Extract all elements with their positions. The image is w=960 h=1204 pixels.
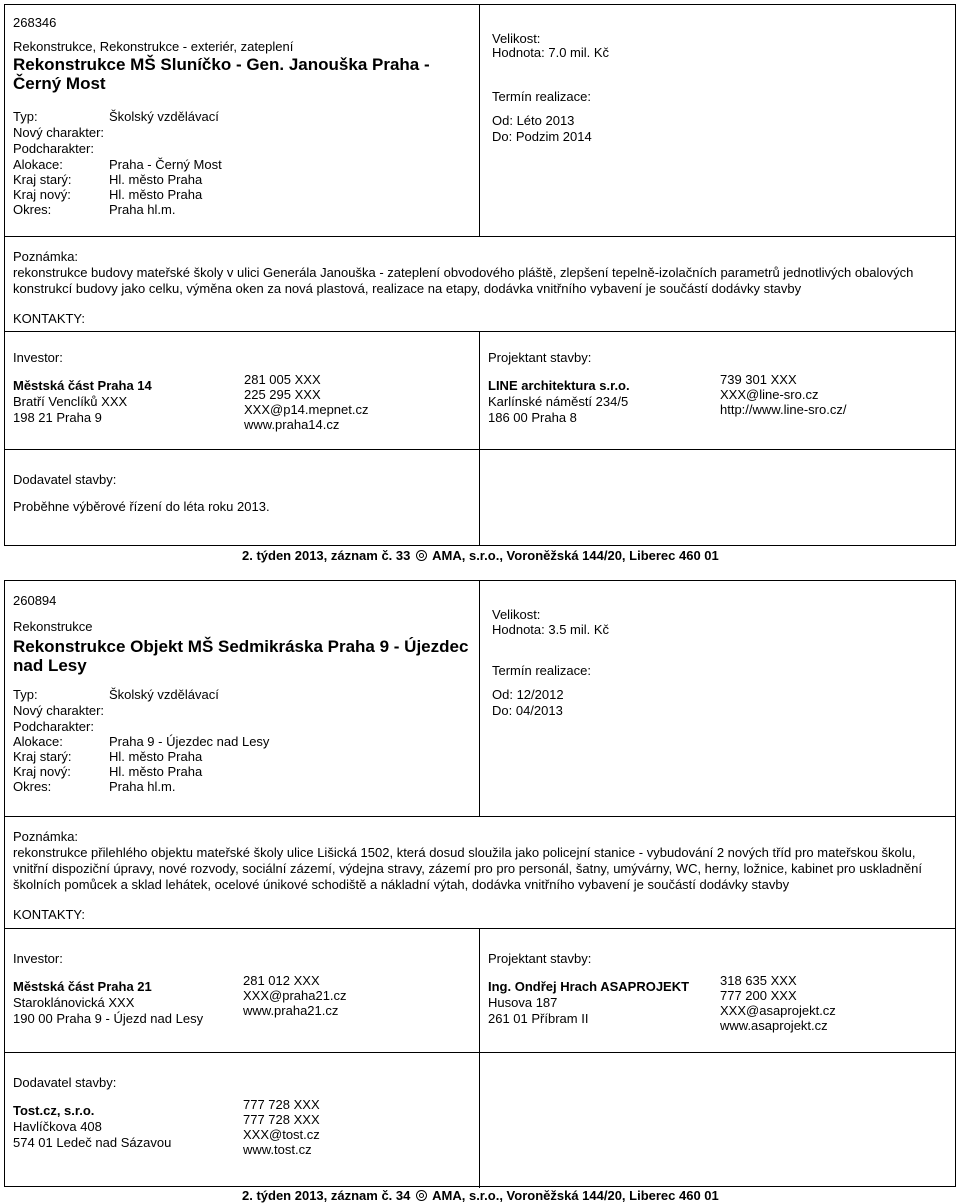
record-category: Rekonstrukce xyxy=(13,619,93,634)
termin-od: Od: 12/2012 xyxy=(492,687,564,702)
contacts-row xyxy=(5,929,955,1053)
record-header xyxy=(5,581,955,817)
investor-label: Investor: xyxy=(13,350,63,365)
kraj-stary-value: Hl. město Praha xyxy=(109,749,203,764)
investor-email[interactable]: XXX@praha21.cz xyxy=(243,988,347,1003)
alokace-value: Praha - Černý Most xyxy=(109,157,222,172)
typ-value: Školský vzdělávací xyxy=(109,109,219,124)
investor-phone2: 225 295 XXX xyxy=(244,387,321,402)
okres-label: Okres: xyxy=(13,779,52,794)
copyright-icon xyxy=(416,1190,427,1201)
investor-addr1: Staroklánovická XXX xyxy=(13,995,135,1010)
poznamka-row xyxy=(5,237,955,332)
typ-label: Typ: xyxy=(13,687,38,702)
termin-label: Termín realizace: xyxy=(492,89,591,104)
dodavatel-row xyxy=(5,1053,955,1188)
projektant-addr1: Husova 187 xyxy=(488,995,558,1010)
dodavatel-email[interactable]: XXX@tost.cz xyxy=(243,1127,320,1142)
investor-name: Městská část Praha 21 xyxy=(13,979,152,994)
investor-phone: 281 012 XXX xyxy=(243,973,320,988)
okres-value: Praha hl.m. xyxy=(109,779,176,794)
typ-value: Školský vzdělávací xyxy=(109,687,219,702)
projektant-label: Projektant stavby: xyxy=(488,951,592,966)
projektant-email[interactable]: XXX@asaprojekt.cz xyxy=(720,1003,836,1018)
projektant-addr2: 186 00 Praha 8 xyxy=(488,410,577,425)
investor-name: Městská část Praha 14 xyxy=(13,378,152,393)
footer-record-number: 2. týden 2013, záznam č. 33 xyxy=(242,548,411,563)
investor-web[interactable]: www.praha21.cz xyxy=(243,1003,339,1018)
investor-addr2: 190 00 Praha 9 - Újezd nad Lesy xyxy=(13,1011,204,1026)
dodavatel-label: Dodavatel stavby: xyxy=(13,472,117,487)
record-title: Rekonstrukce Objekt MŠ Sedmikráska Praha 9 - Újezdec nad Lesy xyxy=(13,637,469,675)
velikost-label: Velikost: xyxy=(492,607,541,622)
poznamka-text: rekonstrukce budovy mateřské školy v ulici Generála Janouška - zateplení obvodového pláště, zlepšení tepelně-izolačních parametrů jednotlivých obalových konstrukcí budovy jako celku, výměna oken za nová plastová, realizace na etapy, dodávka vnitřního vybavení je součástí dodávky stavby xyxy=(13,265,914,296)
contacts-row xyxy=(5,332,955,450)
projektant-web[interactable]: http://www.line-sro.cz/ xyxy=(720,402,847,417)
poznamka-label: Poznámka: xyxy=(13,249,79,264)
investor-email[interactable]: XXX@p14.mepnet.cz xyxy=(244,402,369,417)
record-footer xyxy=(242,548,719,563)
kraj-novy-value: Hl. město Praha xyxy=(109,187,203,202)
kontakty-label: KONTAKTY: xyxy=(13,311,85,326)
novy-charakter-label: Nový charakter: xyxy=(13,125,105,140)
dodavatel-web[interactable]: www.tost.cz xyxy=(243,1142,312,1157)
kraj-novy-value: Hl. město Praha xyxy=(109,764,203,779)
poznamka-text: rekonstrukce přilehlého objektu mateřské školy ulice Lišická 1502, která dosud sloužila jako policejní stanice - vybudování 2 nových tříd pro mateřskou školu, vnitřní dispoziční úpravy, nové rozvody, sociální zázemí, výdejna stravy, zázemí pro pro personál, šatny, umývárny, WC, herny, ložnice, kabinet pro uskladnění školních pomůcek a sklad lehátek, ocelové únikové schodiště a nákladní výtah, dodávka vnitřního vybavení je součástí dodávky stavby xyxy=(13,845,922,892)
dodavatel-row xyxy=(5,450,955,545)
podcharakter-label: Podcharakter: xyxy=(13,141,94,156)
termin-do: Do: 04/2013 xyxy=(492,703,563,718)
projektant-phone: 739 301 XXX xyxy=(720,372,797,387)
podcharakter-label: Podcharakter: xyxy=(13,719,94,734)
novy-charakter-label: Nový charakter: xyxy=(13,703,105,718)
dodavatel-phone2: 777 728 XXX xyxy=(243,1112,320,1127)
projektant-label: Projektant stavby: xyxy=(488,350,592,365)
investor-phone1: 281 005 XXX xyxy=(244,372,321,387)
poznamka-row xyxy=(5,817,955,929)
dodavatel-phone1: 777 728 XXX xyxy=(243,1097,320,1112)
record-header xyxy=(5,5,955,237)
kraj-novy-label: Kraj nový: xyxy=(13,764,71,779)
kraj-stary-label: Kraj starý: xyxy=(13,172,72,187)
alokace-value: Praha 9 - Újezdec nad Lesy xyxy=(109,734,270,749)
record-id: 268346 xyxy=(13,15,57,30)
dodavatel-label: Dodavatel stavby: xyxy=(13,1075,117,1090)
footer-record-number: 2. týden 2013, záznam č. 34 xyxy=(242,1188,411,1203)
projektant-addr1: Karlínské náměstí 234/5 xyxy=(488,394,629,409)
record-268346 xyxy=(4,4,956,546)
hodnota-value: Hodnota: 3.5 mil. Kč xyxy=(492,622,610,637)
investor-label: Investor: xyxy=(13,951,63,966)
record-title: Rekonstrukce MŠ Sluníčko - Gen. Janouška Praha - Černý Most xyxy=(13,55,430,93)
projektant-addr2: 261 01 Příbram II xyxy=(488,1011,589,1026)
footer-publisher: AMA, s.r.o., Voroněžská 144/20, Liberec 460 01 xyxy=(432,1188,719,1203)
investor-addr2: 198 21 Praha 9 xyxy=(13,410,102,425)
projektant-name: LINE architektura s.r.o. xyxy=(488,378,630,393)
termin-do: Do: Podzim 2014 xyxy=(492,129,592,144)
investor-web[interactable]: www.praha14.cz xyxy=(244,417,340,432)
alokace-label: Alokace: xyxy=(13,157,63,172)
record-260894 xyxy=(4,580,956,1187)
copyright-icon xyxy=(416,550,427,561)
projektant-phone2: 777 200 XXX xyxy=(720,988,797,1003)
record-footer xyxy=(242,1188,719,1203)
investor-addr1: Bratří Venclíků XXX xyxy=(13,394,128,409)
okres-label: Okres: xyxy=(13,202,52,217)
alokace-label: Alokace: xyxy=(13,734,63,749)
hodnota-value: Hodnota: 7.0 mil. Kč xyxy=(492,45,610,60)
footer-publisher: AMA, s.r.o., Voroněžská 144/20, Liberec 460 01 xyxy=(432,548,719,563)
kraj-novy-label: Kraj nový: xyxy=(13,187,71,202)
kontakty-label: KONTAKTY: xyxy=(13,907,85,922)
okres-value: Praha hl.m. xyxy=(109,202,176,217)
dodavatel-addr2: 574 01 Ledeč nad Sázavou xyxy=(13,1135,172,1150)
velikost-label: Velikost: xyxy=(492,31,541,46)
termin-od: Od: Léto 2013 xyxy=(492,113,575,128)
termin-label: Termín realizace: xyxy=(492,663,591,678)
record-id: 260894 xyxy=(13,593,57,608)
projektant-email[interactable]: XXX@line-sro.cz xyxy=(720,387,819,402)
projektant-web[interactable]: www.asaprojekt.cz xyxy=(720,1018,828,1033)
dodavatel-name: Tost.cz, s.r.o. xyxy=(13,1103,95,1118)
poznamka-label: Poznámka: xyxy=(13,829,79,844)
kraj-stary-label: Kraj starý: xyxy=(13,749,72,764)
dodavatel-addr1: Havlíčkova 408 xyxy=(13,1119,102,1134)
dodavatel-text: Proběhne výběrové řízení do léta roku 2013. xyxy=(13,499,270,514)
projektant-name: Ing. Ondřej Hrach ASAPROJEKT xyxy=(488,979,690,994)
record-category: Rekonstrukce, Rekonstrukce - exteriér, zateplení xyxy=(13,39,294,54)
projektant-phone1: 318 635 XXX xyxy=(720,973,797,988)
kraj-stary-value: Hl. město Praha xyxy=(109,172,203,187)
typ-label: Typ: xyxy=(13,109,38,124)
